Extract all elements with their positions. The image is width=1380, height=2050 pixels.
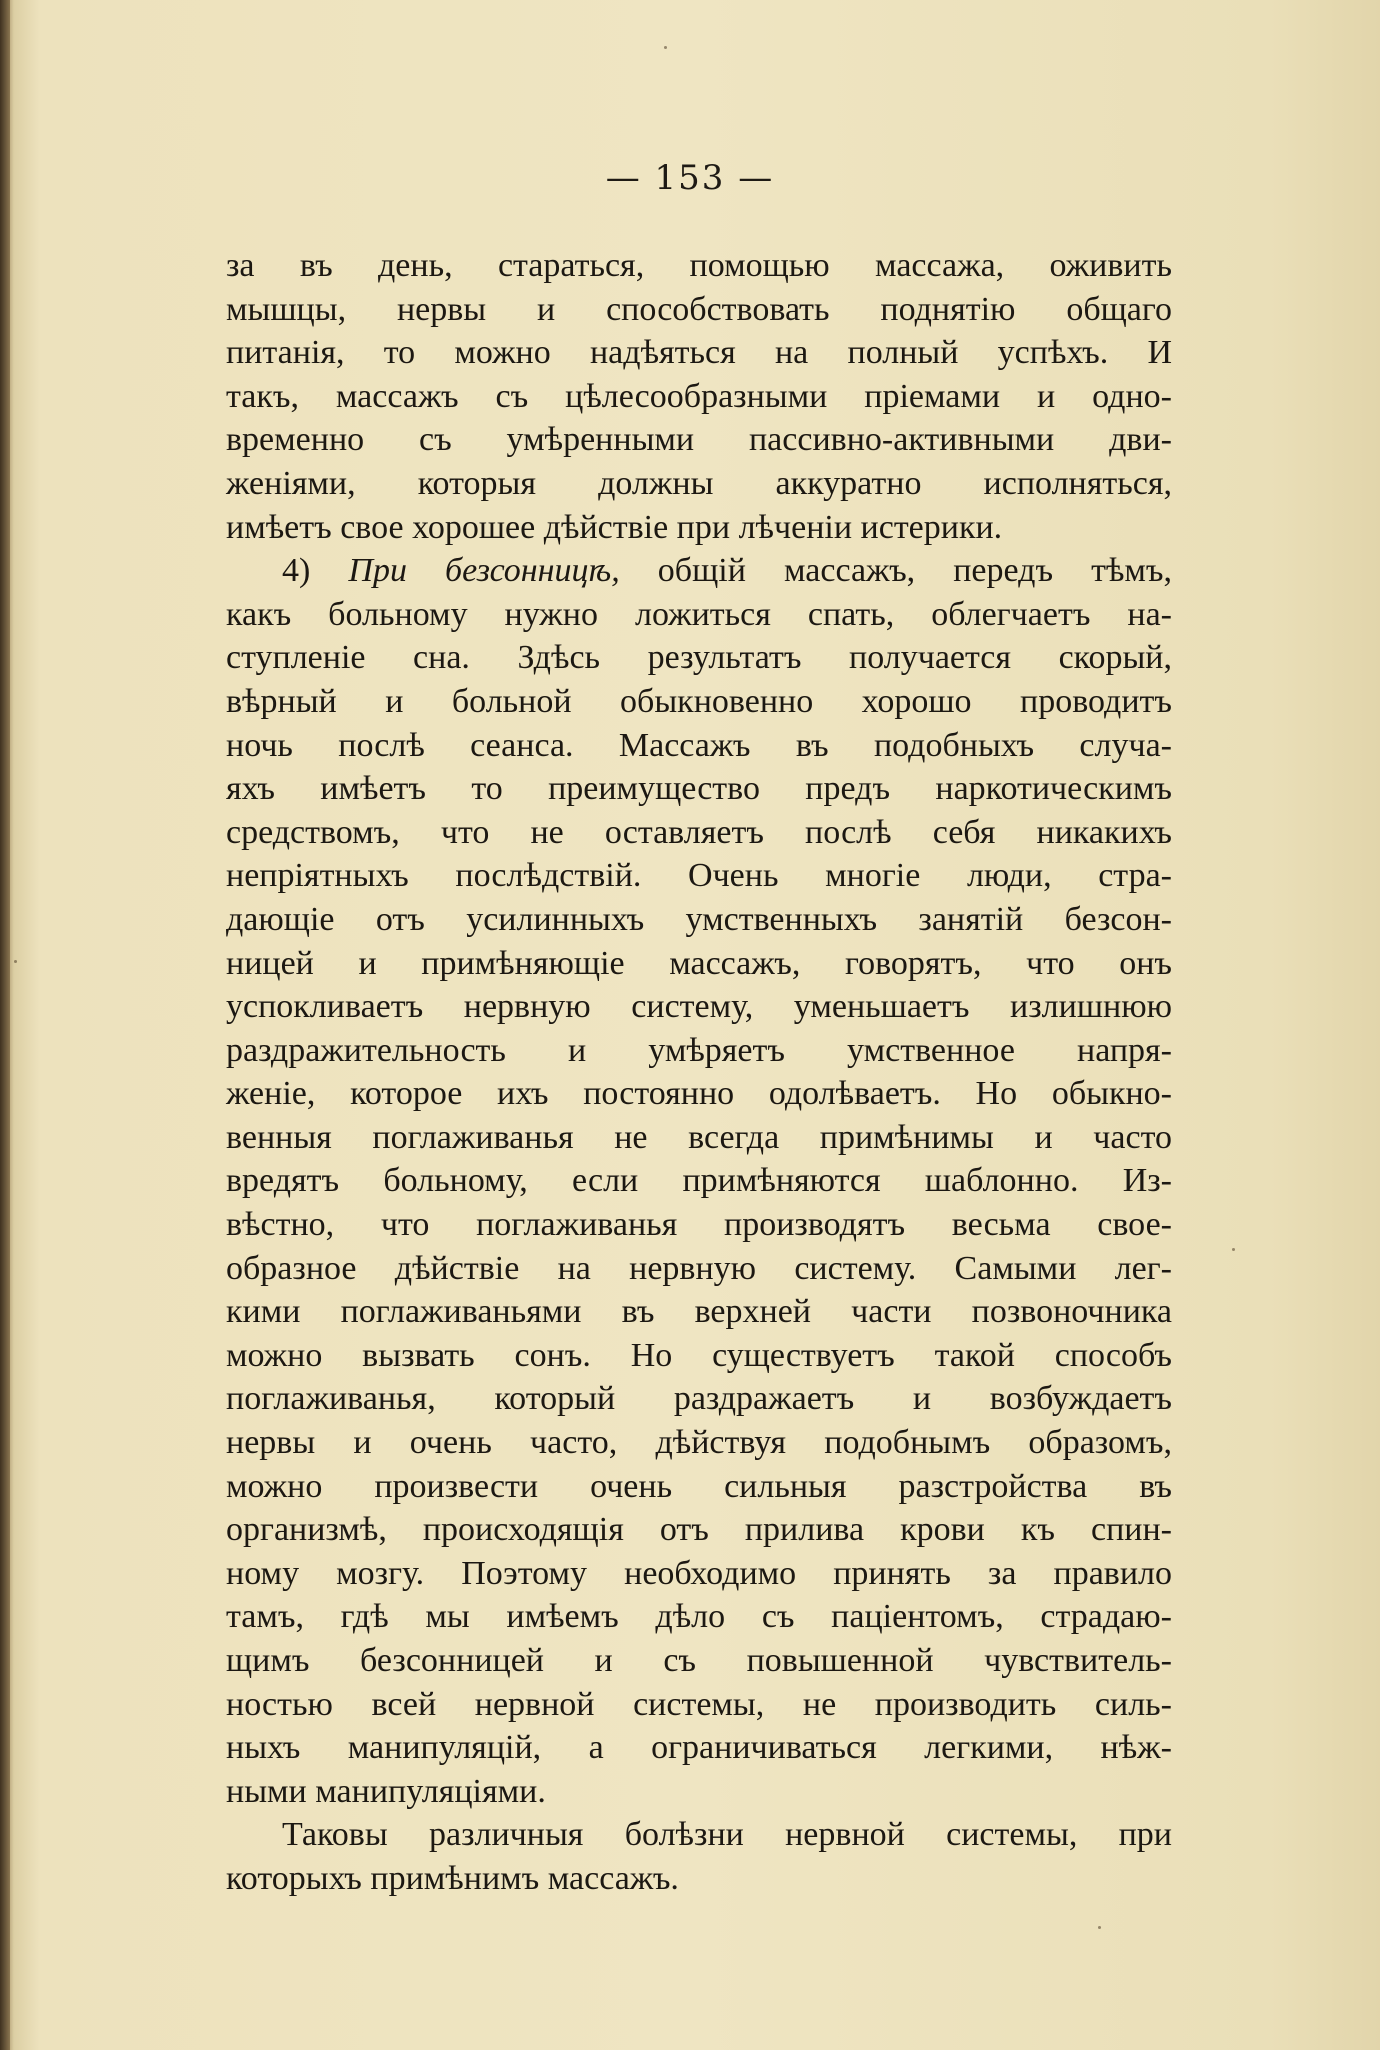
text-line: женіями, которыя должны аккуратно исполняться, (226, 464, 1172, 502)
text-line: ному мозгу. Поэтому необходимо принять за правило (226, 1554, 1172, 1592)
text-line: за въ день, стараться, помощью массажа, оживить (226, 247, 1172, 284)
paragraph-start-line: Таковы различныя болѣзни нервной системы, при (282, 1816, 1172, 1854)
text-line: кими поглаживаньями въ верхней части позвоночника (226, 1293, 1172, 1331)
text-line: питанія, то можно надѣяться на полный успѣхъ. И (226, 334, 1172, 372)
text-line: тамъ, гдѣ мы имѣемъ дѣло съ паціентомъ, страдаю- (226, 1598, 1172, 1636)
text-line: организмѣ, происходящія отъ прилива крови къ спин- (226, 1511, 1172, 1549)
text-line: ныхъ манипуляцій, а ограничиваться легкими, нѣж- (226, 1729, 1172, 1767)
text-line: венныя поглаживанья не всегда примѣнимы и часто (226, 1118, 1172, 1156)
paper-speck (14, 960, 17, 963)
text-line: какъ больному нужно ложиться спать, облегчаетъ на- (226, 595, 1172, 633)
text-line: ными манипуляціями. (226, 1772, 546, 1810)
page-binding-edge (0, 0, 10, 2050)
text-line: такъ, массажъ съ цѣлесообразными пріемами и одно- (226, 377, 1172, 415)
text-line: ночь послѣ сеанса. Массажъ въ подобныхъ случа- (226, 726, 1172, 764)
text-line: можно вызвать сонъ. Но существуетъ такой способъ (226, 1336, 1172, 1374)
text-line: непріятныхъ послѣдствій. Очень многіе люди, стра- (226, 857, 1172, 895)
text-line: средствомъ, что не оставляетъ послѣ себя никакихъ (226, 813, 1172, 851)
text-line: ступленіе сна. Здѣсь результатъ получается скорый, (226, 639, 1172, 677)
text-line: поглаживанья, который раздражаетъ и возбуждаетъ (226, 1380, 1172, 1418)
text-line: образное дѣйствіе на нервную систему. Самыми лег- (226, 1249, 1172, 1287)
text-line: ностью всей нервной системы, не производить силь- (226, 1685, 1172, 1723)
text-line: имѣетъ свое хорошее дѣйствіе при лѣченіи истерики. (226, 508, 1003, 546)
list-number: 4) (282, 552, 349, 590)
line-remainder: общій массажъ, передъ тѣмъ, (619, 552, 1173, 590)
text-line: дающіе отъ усилинныхъ умственныхъ занятій безсон- (226, 900, 1172, 938)
text-line: временно съ умѣренными пассивно-активными дви- (226, 421, 1172, 459)
text-line: вѣстно, что поглаживанья производятъ весьма свое- (226, 1206, 1172, 1244)
text-line: можно произвести очень сильныя разстройства въ (226, 1467, 1172, 1505)
paper-speck (1232, 1248, 1235, 1251)
text-line: щимъ безсонницей и съ повышенной чувствитель- (226, 1642, 1172, 1679)
text-line: вѣрный и больной обыкновенно хорошо проводитъ (226, 682, 1172, 720)
text-line: мышцы, нервы и способствовать поднятію общаго (226, 290, 1172, 328)
paper-speck (1098, 1926, 1101, 1929)
text-line: яхъ имѣетъ то преимущество предъ наркотическимъ (226, 770, 1172, 808)
body-text (226, 244, 1172, 1901)
text-line: женіе, которое ихъ постоянно одолѣваетъ. Но обыкно- (226, 1075, 1172, 1113)
text-line: нервы и очень часто, дѣйствуя подобнымъ образомъ, (226, 1424, 1172, 1462)
text-line: которыхъ примѣнимъ массажъ. (226, 1859, 679, 1897)
text-line: ницей и примѣняющіе массажъ, говорятъ, что онъ (226, 944, 1172, 982)
text-line: раздражительность и умѣряетъ умственное напря- (226, 1031, 1172, 1069)
page-number: — 153 — (605, 158, 775, 198)
paragraph-start-line (226, 549, 1172, 593)
paper-speck (664, 46, 667, 49)
text-line: успокливаетъ нервную систему, уменьшаетъ излишнюю (226, 988, 1172, 1026)
text-line: вредятъ больному, если примѣняются шаблонно. Из- (226, 1162, 1172, 1200)
italic-heading: При безсонницѣ, (348, 552, 620, 590)
